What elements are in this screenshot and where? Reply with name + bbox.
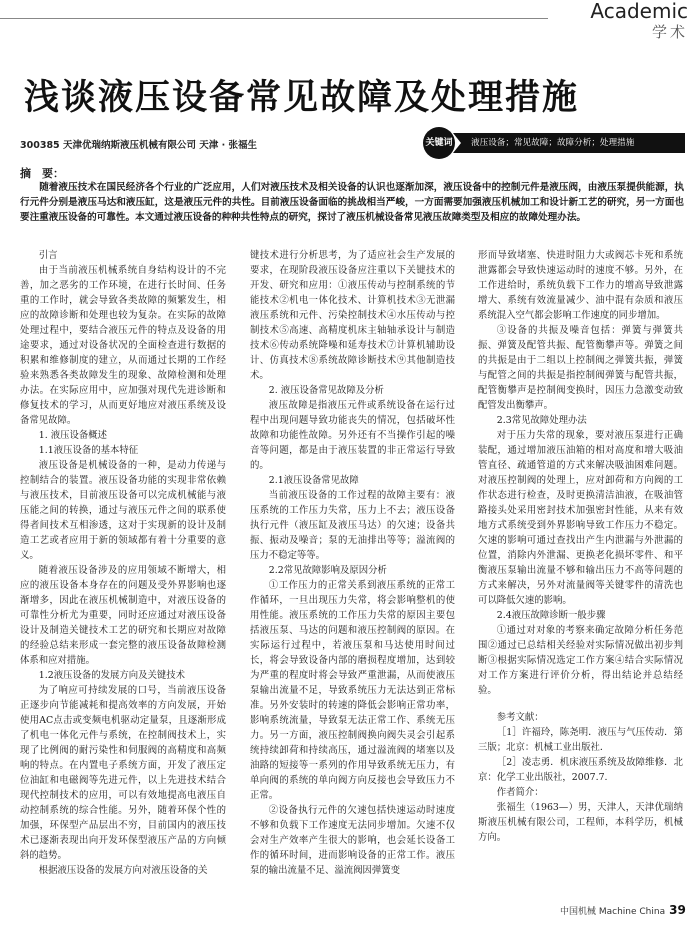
section-heading: 2.2常见故障影响及原因分析 xyxy=(268,565,387,576)
keywords-box xyxy=(423,127,685,159)
reference-item: ［2］凌志勇．机床液压系统及故障维修．北京：化学工业出版社，2007.7. xyxy=(478,757,683,783)
abstract-text: 随着液压技术在国民经济各个行业的广泛应用，人们对液压技术及相关设备的认识也逐渐加深，液压设备中的控制元件是液压阀，由液压泵提供能源，执行元件分别是液压马达和液压缸，这是液压元件的共性。目前液压设备面临的挑战相当严峻，一方面需要加强液压机械加工和设计新工艺的研究，另一方面也要注重液压设备的可靠性。本文通过液压设备的种种共性特点的研究，探讨了液压机械设备常见液压故障类型及相应的故障处理办法。 xyxy=(20,182,684,223)
header-rule xyxy=(0,18,548,19)
body-column-1 xyxy=(20,248,226,878)
section-heading: 引言 xyxy=(38,250,58,261)
section-heading: 1.2液压设备的发展方向及关键技术 xyxy=(38,670,185,681)
paragraph: 张福生（1963—）男，天津人，天津优瑞纳斯液压机械有限公司，工程师，本科学历，机械方向。 xyxy=(478,802,683,843)
paragraph: 随着液压设备涉及的应用领域不断增大，相应的液压设备本身存在的问题及受外界影响也逐渐增多，因此在液压机械制造中，对液压设备的可靠性分析尤为重要，同时还应通过对液压设备设计及制造关键技术工艺的研究和长期应对故障的经验总结来形成一套完整的液压设备故障检测体系和应对措施。 xyxy=(20,565,226,666)
section-heading: 参考文献： xyxy=(496,712,544,723)
body-column-2 xyxy=(250,248,455,878)
paragraph-continued: 键技术进行分析思考，为了适应社会生产发展的要求，在现阶段液压设备应注重以下关键技术的开发、研究和应用：①液压传动与控制系统的节能技术②机电一体化技术、计算机技术③无泄漏液压系统和元件、污染控制技术④水压传动与控制技术⑤高速、高精度机床主轴轴承设计与制造技术⑥传动系统降噪和延寿技术⑦计算机辅助设计、仿真技术⑧系统故障诊断技术⑨其他制造技术。 xyxy=(250,250,455,381)
keywords-text: 液压设备；常见故障；故障分析；处理措施 xyxy=(453,133,685,153)
section-heading: 2.1液压设备常见故障 xyxy=(268,475,359,486)
spacer xyxy=(478,698,683,710)
section-tag-zh: 学术 xyxy=(651,23,688,41)
author-affiliation: 300385 天津优瑞纳斯液压机械有限公司 天津 · 张福生 xyxy=(20,140,257,151)
paragraph: 为了响应可持续发展的口号，当前液压设备正逐步向节能减耗和提高效率的方向发展，开始使用AC点击或变频电机驱动定量泵，且逐渐形成了机电一体化元件与系统，在控制阀技术上，实现了比例阀的耐污染性和伺服阀的高精度和高频响的特点。在内置电子系统方面，开发了液压定位油缸和电磁阀等先进元件，以上先进技术结合现代控制技术的应用，可以有效地提高电液压自动控制系统的综合性能。另外，随着环保个性的加强，环保型产品层出不穷，目前国内的液压技术已逐渐表现出向开发环保型液压产品的方向倾斜的趋势。 xyxy=(20,685,226,861)
page-number: 39 xyxy=(669,903,686,917)
paragraph: 根据液压设备的发展方向对液压设备的关 xyxy=(38,865,208,876)
keywords-badge: 关键词 xyxy=(423,127,455,159)
page-footer xyxy=(560,903,684,917)
section-heading: 2.4液压故障诊断一般步骤 xyxy=(496,610,606,621)
paragraph: 液压故障是指液压元件或系统设备在运行过程中出现问题导致功能丧失的情况，包括破坏性故障和功能性故障。另外还有不当操作引起的噪音等问题，都是由于液压装置的非正常运行导致的。 xyxy=(250,400,455,471)
section-tag-en: Academic xyxy=(590,0,688,23)
section-heading: 2.3常见故障处理办法 xyxy=(496,415,587,426)
paragraph: 当前液压设备的工作过程的故障主要有：液压系统的工作压力失常，压力上不去；液压设备执行元件（液压缸及液压马达）的欠速；设备共振、振动及噪音；泵的无油排出等等；溢流阀的压力不稳定等等。 xyxy=(250,490,455,561)
body-column-3 xyxy=(478,248,683,845)
paragraph: ②设备执行元件的欠速包括快速运动时速度不够和负载下工作速度无法同步增加。欠速不仅会对生产效率产生很大的影响，也会延长设备工作的循环时间，进而影响设备的正常工作。液压泵的输出流量不足、溢流阀因弹簧变 xyxy=(250,805,455,876)
abstract-label: 摘 要： xyxy=(20,167,64,180)
section-heading: 1. 液压设备概述 xyxy=(38,430,107,441)
journal-name: 中国机械 Machine China xyxy=(560,907,666,917)
article-title: 浅谈液压设备常见故障及处理措施 xyxy=(24,78,580,118)
paragraph: 由于当前液压机械系统自身结构设计的不完善，加之恶劣的工作环境，在进行长时间、任务重的工作时，就会导致各类故障的频繁发生，相应的故障诊断和处理也较为复杂。在实际的故障处理过程中，要结合液压元件的特点及设备的用途要求，通过对设备状况的全面检查进行数据的积累和维修制度的建立，从而通过长期的工作经验来熟悉各类故障发生的现象、故障检测和处理办法。在实际应用中，应加强对现代先进诊断和修复技术的学习，从而更好地应对液压系统及设备常见故障。 xyxy=(20,265,226,426)
paragraph: 液压设备是机械设备的一种，是动力传递与控制结合的装置。液压设备功能的实现非常依赖与液压技术，目前液压设备可以完成机械能与液压能之间的转换，通过与液压元件之间的联系使得者间技术互相渗透，这对于实现新的设计及制造工艺或者应用于新的领域都有着十分重要的意义。 xyxy=(20,460,226,561)
reference-item: ［1］许福玲，陈尧明．液压与气压传动．第三版；北京：机械工业出版社． xyxy=(478,727,683,753)
section-heading: 1.1液压设备的基本特征 xyxy=(38,445,139,456)
section-heading: 作者简介： xyxy=(496,787,544,798)
section-heading: 2. 液压设备常见故障及分析 xyxy=(268,385,384,396)
paragraph: ①通过对对象的考察来确定故障分析任务范围②通过已总结相关经验对实际情况做出初步判断③根据实际情况选定工作方案④结合实际情况对工作方案进行评价分析，得出结论并总结经验。 xyxy=(478,625,683,696)
paragraph: ③设备的共振及噪音包括：弹簧与弹簧共振、弹簧及配管共振、配管衡攀声等。弹簧之间的共振是由于二组以上控制阀之弹簧共振，弹簧与配管之间的共振是指控制阀弹簧与配管共振，配管衡攀声是控制阀变换时，因压力急激变动致配管发出衡攀声。 xyxy=(478,325,683,411)
paragraph-continued: 形而导致堵塞、快进时阻力大或阀芯卡死和系统泄露都会导致快速运动时的速度不够。另外，在工作进给时，系统负载下工作力的增高导致泄露增大、系统有效流量减少、油中混有杂质和液压系统混入空气都会影响工作速度的同步增加。 xyxy=(478,250,683,321)
section-tag xyxy=(548,0,688,42)
paragraph: ①工作压力的正常关系到液压系统的正常工作循环，一旦出现压力失常，将会影响整机的使用性能。液压系统的工作压力失常的原因主要包括液压泵、马达的问题和液压控制阀的原因。在实际运行过程中，若液压泵和马达使用时间过长，将会导致设备内部的磨损程度增加，达到较为严重的程度时将会导致严重泄漏，从而使液压泵输出流量不足，导致系统压力无法达到正常标准。另外安装时的转速的降低会影响正常功率，影响系统流量，导致泵无法正常工作、系统无压力。另一方面，液压控制阀换向阀失灵会引起系统持续卸荷和持续高压，通过溢流阀的堵塞以及油路的短接等一系列的作用导致系统无压力，有单向阀的系统的单向阀方向反接也会导致压力不正常。 xyxy=(250,580,455,801)
paragraph: 对于压力失常的现象，要对液压泵进行正确装配，通过增加液压油箱的相对高度和增大吸油管直径、疏通管道的方式来解决吸油困难问题。对液压控制阀的处理上，应对卸荷和方向阀的工作状态进行检查，及时更换清洁油液，在吸油管路接头处采用密封技术加强密封性能，从来有效地方式系统受到外界影响导致工作压力不稳定。欠速的影响可通过查找出产生内泄漏与外泄漏的位置，消除内外泄漏、更换老化损坏零件、和平衡液压泵输出流量不够和输出压力不高等问题的方式来解决，另外对流量阀等关键零件的清洗也可以降低欠速的影响。 xyxy=(478,430,683,606)
